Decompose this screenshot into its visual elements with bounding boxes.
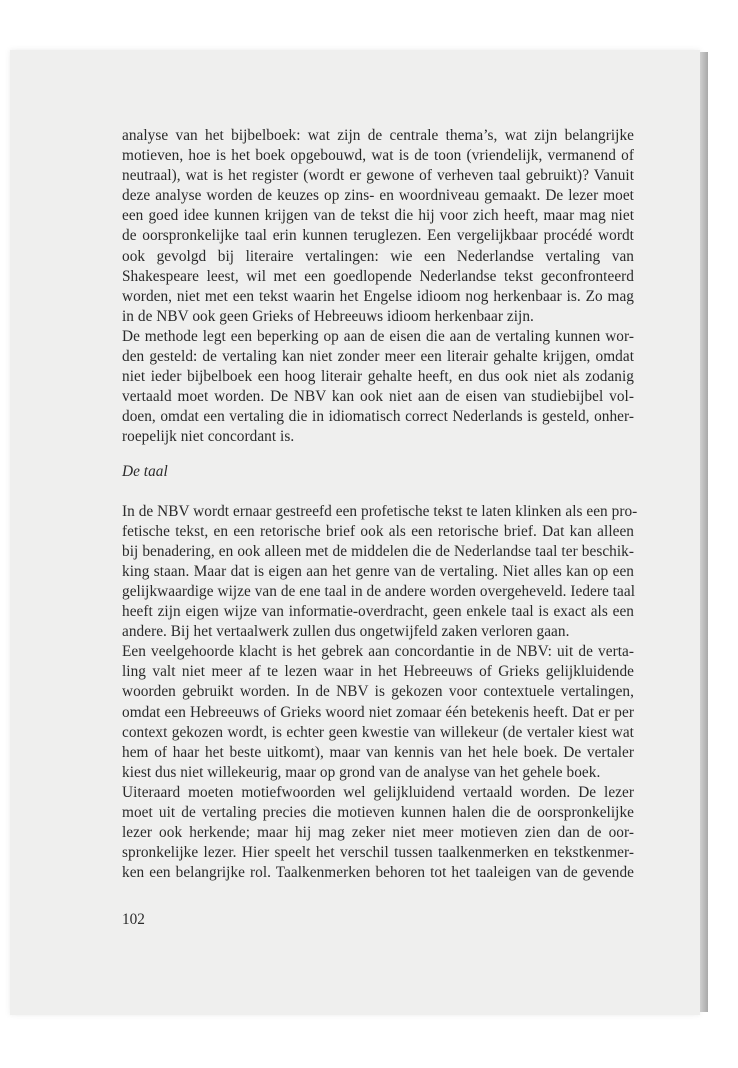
body-text	[122, 126, 638, 883]
text-line: niet ieder bijbelboek een hoog literair gehalte heeft, en dus ook niet als zodanig	[122, 368, 634, 386]
page-edge-shadow	[700, 52, 708, 1012]
paragraph-analysis	[122, 126, 634, 327]
text-line: hem of haar het beste uitkomt), maar van kennis van het hele boek. De vertaler	[122, 743, 634, 761]
paragraph-motifs	[122, 783, 634, 883]
text-line: ken een belangrijke rol. Taalkenmerken behoren tot het taaleigen van de gevende	[122, 864, 634, 882]
text-line: context gekozen wordt, is echter geen kwestie van willekeur (de vertaler kiest wat	[122, 723, 634, 741]
text-line: Een veelgehoorde klacht is het gebrek aan concordantie in de NBV: uit de verta-	[122, 643, 634, 661]
text-line: kiest dus niet willekeurig, maar op grond van de analyse van het gehele boek.	[122, 763, 601, 781]
paragraph-method	[122, 327, 634, 448]
text-line: woorden gebruikt worden. In de NBV is gekozen voor contextuele vertalingen,	[122, 683, 634, 701]
text-line: Shakespeare leest, wil met een goedlopende Nederlandse tekst geconfronteerd	[122, 267, 634, 285]
text-line: spronkelijke lezer. Hier speelt het verschil tussen taalkenmerken en tekstkenmer-	[122, 844, 634, 862]
text-line: doen, omdat een vertaling die in idiomatisch correct Nederlands is gesteld, onher-	[122, 408, 634, 426]
text-line: gelijkwaardige wijze van de ene taal in de andere worden overgeheveld. Iedere taal	[122, 582, 636, 600]
paragraph-language	[122, 502, 638, 643]
text-line: roepelijk niet concordant is.	[122, 428, 295, 446]
text-line: king staan. Maar dat is eigen aan het genre van de vertaling. Niet alles kan op een	[122, 562, 634, 580]
text-line: heeft zijn eigen wijze van informatie-overdracht, geen enkele taal is exact als een	[122, 603, 634, 621]
text-line: in de NBV ook geen Grieks of Hebreeuws idioom herkenbaar zijn.	[122, 307, 534, 325]
text-line: worden, niet met een tekst waarin het Engelse idioom nog herkenbaar is. Zo mag	[122, 287, 634, 305]
text-line: fetische tekst, en een retorische brief ook als een retorische brief. Dat kan alleen	[122, 522, 634, 540]
text-line: ling valt niet meer af te lezen waar in het Hebreeuws of Grieks gelijkluidende	[122, 663, 634, 681]
text-line: omdat een Hebreeuws of Grieks woord niet zomaar één betekenis heeft. Dat er per	[122, 703, 634, 721]
text-line: den gesteld: de vertaling kan niet zonder meer een literair gehalte krijgen, omdat	[122, 348, 634, 366]
text-line: analyse van het bijbelboek: wat zijn de centrale thema’s, wat zijn belangrijke	[122, 127, 634, 144]
text-line: de oorspronkelijke taal erin kunnen teruglezen. Een vergelijkbaar procédé wordt	[122, 227, 634, 245]
text-line: bij benadering, en ook alleen met de middelen die de Nederlandse taal ter beschik-	[122, 542, 634, 560]
section-heading: De taal	[122, 462, 168, 480]
text-line: andere. Bij het vertaalwerk zullen dus ongetwijfeld zaken verloren gaan.	[122, 623, 570, 641]
text-line: een goed idee kunnen krijgen van de tekst die hij voor zich heeft, maar mag niet	[122, 207, 634, 225]
text-line: motieven, hoe is het boek opgebouwd, wat is de toon (vriendelijk, vermanend of	[122, 147, 634, 165]
text-line: ook gevolgd bij literaire vertalingen: wie een Nederlandse vertaling van	[122, 247, 634, 265]
text-line: deze analyse worden de keuzes op zins- en woordniveau gemaakt. De lezer moet	[122, 187, 634, 205]
text-line: Uiteraard moeten motiefwoorden wel gelijkluidend vertaald worden. De lezer	[122, 783, 634, 801]
text-line: De methode legt een beperking op aan de eisen die aan de vertaling kunnen wor-	[122, 327, 634, 345]
text-line: neutraal), wat is het register (wordt er gewone of verheven taal gebruikt)? Vanuit	[122, 167, 634, 185]
paragraph-concordance	[122, 642, 634, 783]
text-line: lezer ook herkende; maar hij mag zeker niet meer motieven zien dan de oor-	[122, 824, 634, 842]
text-line: moet uit de vertaling precies die motieven kunnen halen die de oorspronkelijke	[122, 804, 634, 821]
text-line: vertaald moet worden. De NBV kan ook niet aan de eisen van studiebijbel vol-	[122, 388, 634, 406]
page-number: 102	[122, 911, 145, 928]
text-line: In de NBV wordt ernaar gestreefd een profetische tekst te laten klinken als een pro-	[122, 502, 638, 520]
